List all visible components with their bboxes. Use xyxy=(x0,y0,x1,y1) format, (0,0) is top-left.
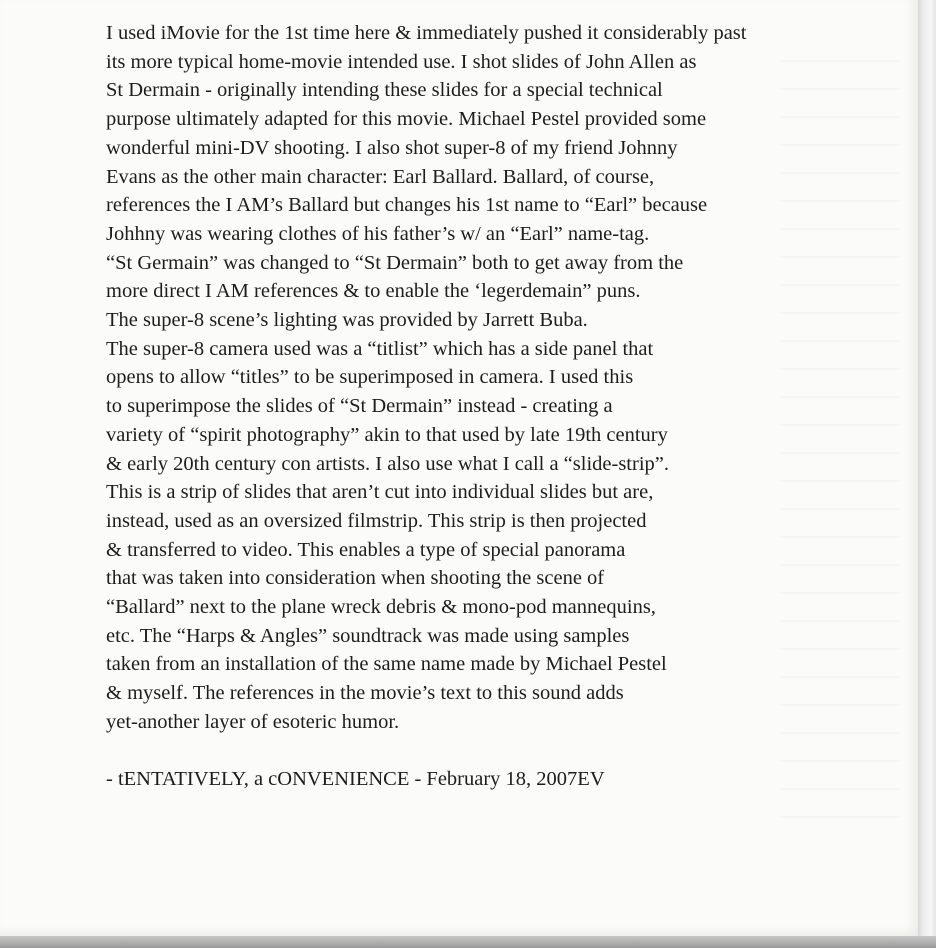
text-line: I used iMovie for the 1st time here & immediately pushed it considerably past xyxy=(106,22,747,44)
text-line: more direct I AM references & to enable the ‘legerdemain” puns. xyxy=(106,280,641,303)
body-text xyxy=(106,19,896,737)
text-line: to superimpose the slides of “St Dermain” instead - creating a xyxy=(106,395,613,418)
text-line: its more typical home-movie intended use. I shot slides of John Allen as xyxy=(106,50,697,73)
text-line: that was taken into consideration when shooting the scene of xyxy=(106,567,605,590)
text-line: taken from an installation of the same name made by Michael Pestel xyxy=(106,653,667,676)
text-line: “Ballard” next to the plane wreck debris & mono-pod mannequins, xyxy=(106,596,656,619)
text-line: The super-8 camera used was a “titlist” which has a side panel that xyxy=(106,337,654,360)
text-line: opens to allow “titles” to be superimposed in camera. I used this xyxy=(106,366,634,389)
text-line: & early 20th century con artists. I also use what I call a “slide-strip”. xyxy=(106,452,669,475)
text-line: The super-8 scene’s lighting was provided by Jarrett Buba. xyxy=(106,309,588,332)
text-line: Johhny was wearing clothes of his father’s w/ an “Earl” name-tag. xyxy=(106,222,650,245)
text-line: etc. The “Harps & Angles” soundtrack was made using samples xyxy=(106,624,630,647)
text-line: instead, used as an oversized filmstrip. This strip is then projected xyxy=(106,509,647,532)
text-line: yet-another layer of esoteric humor. xyxy=(106,710,400,733)
text-line: Evans as the other main character: Earl Ballard. Ballard, of course, xyxy=(106,165,655,188)
text-line: references the I AM’s Ballard but changes his 1st name to “Earl” because xyxy=(106,194,708,217)
text-line: variety of “spirit photography” akin to that used by late 19th century xyxy=(106,423,668,446)
text-line: This is a strip of slides that aren’t cut into individual slides but are, xyxy=(106,481,654,504)
text-line: St Dermain - originally intending these slides for a special technical xyxy=(106,79,663,102)
page-edge-bottom xyxy=(0,936,936,948)
text-line: purpose ultimately adapted for this movie. Michael Pestel provided some xyxy=(106,108,707,131)
page-edge-right xyxy=(918,0,936,948)
text-line: & myself. The references in the movie’s text to this sound adds xyxy=(106,682,624,705)
text-line: wonderful mini-DV shooting. I also shot super-8 of my friend Johnny xyxy=(106,136,678,159)
signature-line: - tENTATIVELY, a cONVENIENCE - February 18, 2007EV xyxy=(106,768,605,790)
text-line: & transferred to video. This enables a type of special panorama xyxy=(106,538,626,561)
text-line: “St Germain” was changed to “St Dermain” both to get away from the xyxy=(106,251,684,274)
